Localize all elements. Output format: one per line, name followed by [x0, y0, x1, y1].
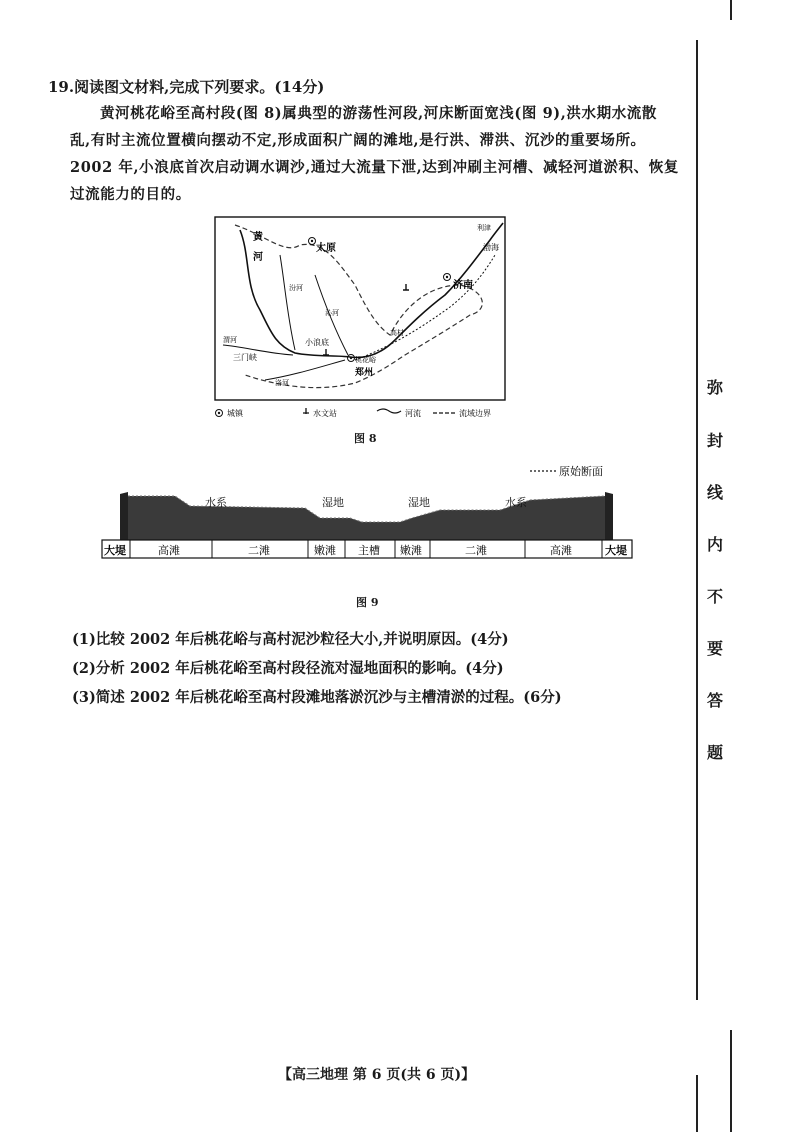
map-figure [205, 215, 515, 430]
map-label-fenhe: 汾河 [289, 284, 303, 292]
map-label-sanmenxia: 三门峡 [233, 353, 257, 362]
label-water-left: 水系 [205, 496, 227, 509]
margin-tick-bottom-left [696, 1075, 698, 1132]
cross-section-figure [100, 462, 640, 562]
seal-char-7: 答 [706, 691, 723, 710]
legend-station-icon [303, 408, 309, 414]
zone-tender-beach-right: 嫩滩 [400, 544, 422, 557]
question-title: 19.阅读图文材料,完成下列要求。(14分) [48, 78, 325, 96]
paragraph-line-1: 黄河桃花峪至高村段(图 8)属典型的游荡性河段,河床断面宽浅(图 9),洪水期水流散 [100, 105, 658, 122]
map-label-jinan: 济南 [453, 280, 473, 291]
subquestion-3: (3)简述 2002 年后桃花峪至高村段滩地落淤沉沙与主槽清淤的过程。(6分) [72, 689, 562, 706]
label-wetland-left: 湿地 [322, 496, 344, 509]
zone-second-beach-left: 二滩 [248, 544, 270, 557]
zone-tender-beach-left: 嫩滩 [314, 544, 336, 557]
paragraph-line-3: 2002 年,小浪底首次启动调水调沙,通过大流量下泄,达到冲刷主河槽、减轻河道淤积、恢复 [70, 159, 679, 176]
page-footer: 【高三地理 第 6 页(共 6 页)】 [278, 1067, 476, 1083]
seal-char-2: 封 [706, 431, 723, 450]
subquestion-1: (1)比较 2002 年后桃花峪与高村泥沙粒径大小,并说明原因。(4分) [72, 631, 509, 648]
legend-river-icon [377, 409, 401, 413]
figure-8-caption: 图 8 [354, 432, 377, 445]
map-label-luohe: 洛河 [275, 379, 289, 387]
legend-station-label: 水文站 [313, 409, 337, 418]
map-label-bohai: 渤海 [483, 243, 499, 252]
legend-city-label: 城镇 [227, 409, 243, 418]
map-label-he: 河 [253, 252, 263, 263]
map-label-xiaolangdi: 小浪底 [305, 338, 329, 347]
seal-char-1: 弥 [706, 378, 723, 397]
legend-boundary-label: 流域边界 [459, 409, 491, 418]
map-label-zhengzhou: 郑州 [355, 368, 374, 378]
map-label-qinhe: 沁河 [325, 309, 339, 317]
terrain-profile [128, 496, 605, 540]
zone-main-channel: 主槽 [358, 544, 380, 557]
seal-line [696, 40, 698, 1000]
map-label-gaocun: 高村 [390, 329, 404, 337]
legend-original-section-label: 原始断面 [559, 465, 603, 478]
zone-second-beach-right: 二滩 [465, 544, 487, 557]
paragraph-line-4: 过流能力的目的。 [70, 186, 191, 203]
map-label-taohuayu: 桃花峪 [355, 356, 376, 364]
map-label-taiyuan: 太原 [316, 243, 336, 254]
label-water-right: 水系 [505, 496, 527, 509]
zone-dike-right: 大堤 [605, 544, 627, 557]
map-label-weihe: 渭河 [223, 336, 237, 344]
zone-dike-left: 大堤 [104, 544, 126, 557]
seal-char-8: 题 [706, 743, 723, 762]
seal-char-5: 不 [706, 587, 723, 606]
map-label-huang: 黄 [253, 232, 263, 243]
margin-tick-top [730, 0, 732, 20]
label-wetland-right: 湿地 [408, 496, 430, 509]
zone-high-beach-left: 高滩 [158, 544, 180, 557]
zone-high-beach-right: 高滩 [550, 544, 572, 557]
margin-tick-bottom [730, 1030, 732, 1132]
subquestion-2: (2)分析 2002 年后桃花峪至高村段径流对湿地面积的影响。(4分) [72, 660, 504, 677]
seal-char-6: 要 [706, 639, 723, 658]
figure-9-caption: 图 9 [356, 596, 379, 609]
seal-char-3: 线 [706, 483, 723, 502]
map-label-lijin: 利津 [477, 224, 491, 232]
paragraph-line-2: 乱,有时主流位置横向摆动不定,形成面积广阔的滩地,是行洪、滞洪、沉沙的重要场所。 [70, 132, 646, 149]
seal-char-4: 内 [706, 535, 723, 554]
legend-river-label: 河流 [405, 409, 421, 418]
